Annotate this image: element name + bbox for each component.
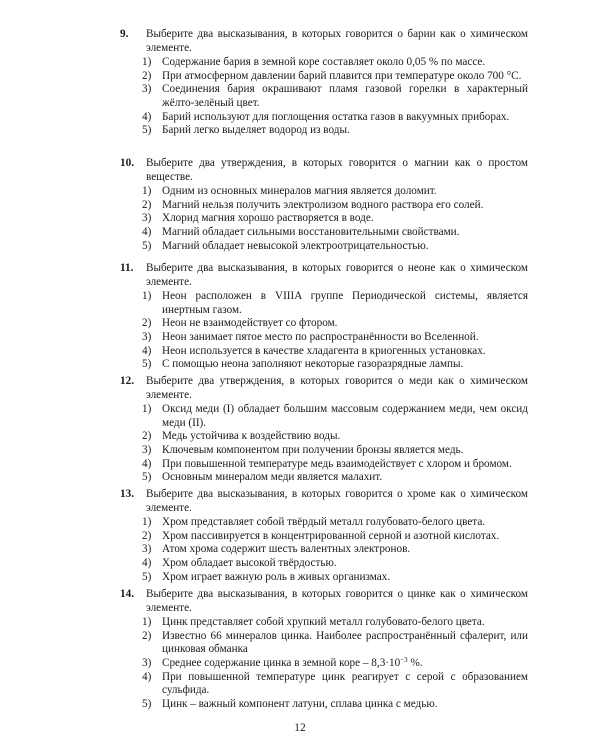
answer-option: 1) Неон расположен в VIIIA группе Периодической системы, является инертным газом. xyxy=(142,290,528,316)
answer-option: 1) Оксид меди (I) обладает большим массовым содержанием меди, чем оксид меди (II). xyxy=(142,403,528,429)
answer-option: 1) Цинк представляет собой хрупкий металл голубовато-белого цвета. xyxy=(142,616,485,629)
answer-option: 3) Атом хрома содержит шесть валентных электронов. xyxy=(142,543,411,556)
answer-option: 4) Хром обладает высокой твёрдостью. xyxy=(142,556,337,569)
answer-options xyxy=(124,403,528,485)
answer-option: 3) Соединения бария окрашивают пламя газовой горелки в характерный жёлто-зелёный цвет. xyxy=(142,83,528,109)
answer-option: 3) Ключевым компонентом при получении бронзы является медь. xyxy=(142,443,464,456)
answer-option: 3) Среднее содержание цинка в земной коре – $8,3\cdot 10^{-3}$ %. xyxy=(142,655,423,669)
answer-option: 2) При атмосферном давлении барий плавится при температуре около 700 °C. xyxy=(142,69,522,82)
answer-options xyxy=(124,56,528,138)
answer-options xyxy=(124,516,528,584)
answer-option: 2) Известно 66 минералов цинка. Наиболее распространённый сфалерит, или цинковая обманка xyxy=(142,629,528,656)
question-13 xyxy=(120,488,528,584)
answer-option: 3) Неон занимает пятое место по распространённости во Вселенной. xyxy=(142,330,479,343)
answer-option: 5) С помощью неона заполняют некоторые газоразрядные лампы. xyxy=(142,358,464,371)
question-number: 10. xyxy=(120,157,134,169)
answer-option: 1) Одним из основных минералов магния является доломит. xyxy=(142,185,437,198)
question-number: 14. xyxy=(120,588,134,600)
answer-options xyxy=(124,290,528,372)
question-number: 11. xyxy=(120,262,134,274)
answer-option: 5) Цинк – важный компонент латуни, сплава цинка с медью. xyxy=(142,697,438,710)
answer-option: 5) Магний обладает невысокой электроотрицательностью. xyxy=(142,239,429,252)
question-12 xyxy=(120,375,528,485)
answer-option: 4) Магний обладает сильными восстановительными свойствами. xyxy=(142,225,460,238)
answer-option: 5) Основным минералом меди является малахит. xyxy=(142,471,383,484)
answer-option: 4) Неон используется в качестве хладагента в криогенных установках. xyxy=(142,344,486,357)
answer-option: 1) Содержание бария в земной коре составляет около 0,05 % по массе. xyxy=(142,56,486,69)
question-number: 13. xyxy=(120,488,134,500)
answer-option: 5) Хром играет важную роль в живых организмах. xyxy=(142,570,391,583)
question-14 xyxy=(120,588,528,711)
question-text: Выберите два высказывания, в которых говорится о барии как о химическом элементе. xyxy=(146,28,528,54)
question-number: 12. xyxy=(120,375,134,387)
question-text: Выберите два утверждения, в которых говорится о магнии как о простом веществе. xyxy=(146,157,528,183)
question-text: Выберите два утверждения, в которых говорится о меди как о химическом элементе. xyxy=(146,375,528,401)
question-text: Выберите два высказывания, в которых говорится о неоне как о химическом элементе. xyxy=(146,262,528,288)
answer-option: 2) Магний нельзя получить электролизом водного раствора его солей. xyxy=(142,198,484,211)
answer-option: 3) Хлорид магния хорошо растворяется в воде. xyxy=(142,212,374,225)
answer-option: 2) Неон не взаимодействует со фтором. xyxy=(142,317,338,330)
question-text: Выберите два высказывания, в которых говорится о хроме как о химическом элементе. xyxy=(146,488,528,514)
question-11 xyxy=(120,262,528,372)
answer-options xyxy=(124,616,528,711)
answer-option: 4) При повышенной температуре медь взаимодействует с хлором и бромом. xyxy=(142,457,512,470)
answer-option: 4) Барий используют для поглощения остатка газов в вакуумных приборах. xyxy=(142,110,510,123)
answer-option: 1) Хром представляет собой твёрдый металл голубовато-белого цвета. xyxy=(142,516,486,529)
answer-option: 2) Медь устойчива к воздействию воды. xyxy=(142,430,341,443)
page-number: 12 xyxy=(294,722,306,734)
answer-option: 4) При повышенной температуре цинк реагирует с серой с образованием сульфида. xyxy=(142,670,528,697)
question-10 xyxy=(120,157,528,253)
question-number: 9. xyxy=(120,28,129,40)
question-9 xyxy=(120,28,528,138)
answer-option: 5) Барий легко выделяет водород из воды. xyxy=(142,124,350,137)
answer-option: 2) Хром пассивируется в концентрированной серной и азотной кислотах. xyxy=(142,529,500,542)
answer-options xyxy=(124,185,528,253)
question-text: Выберите два высказывания, в которых говорится о цинке как о химическом элементе. xyxy=(146,588,528,614)
